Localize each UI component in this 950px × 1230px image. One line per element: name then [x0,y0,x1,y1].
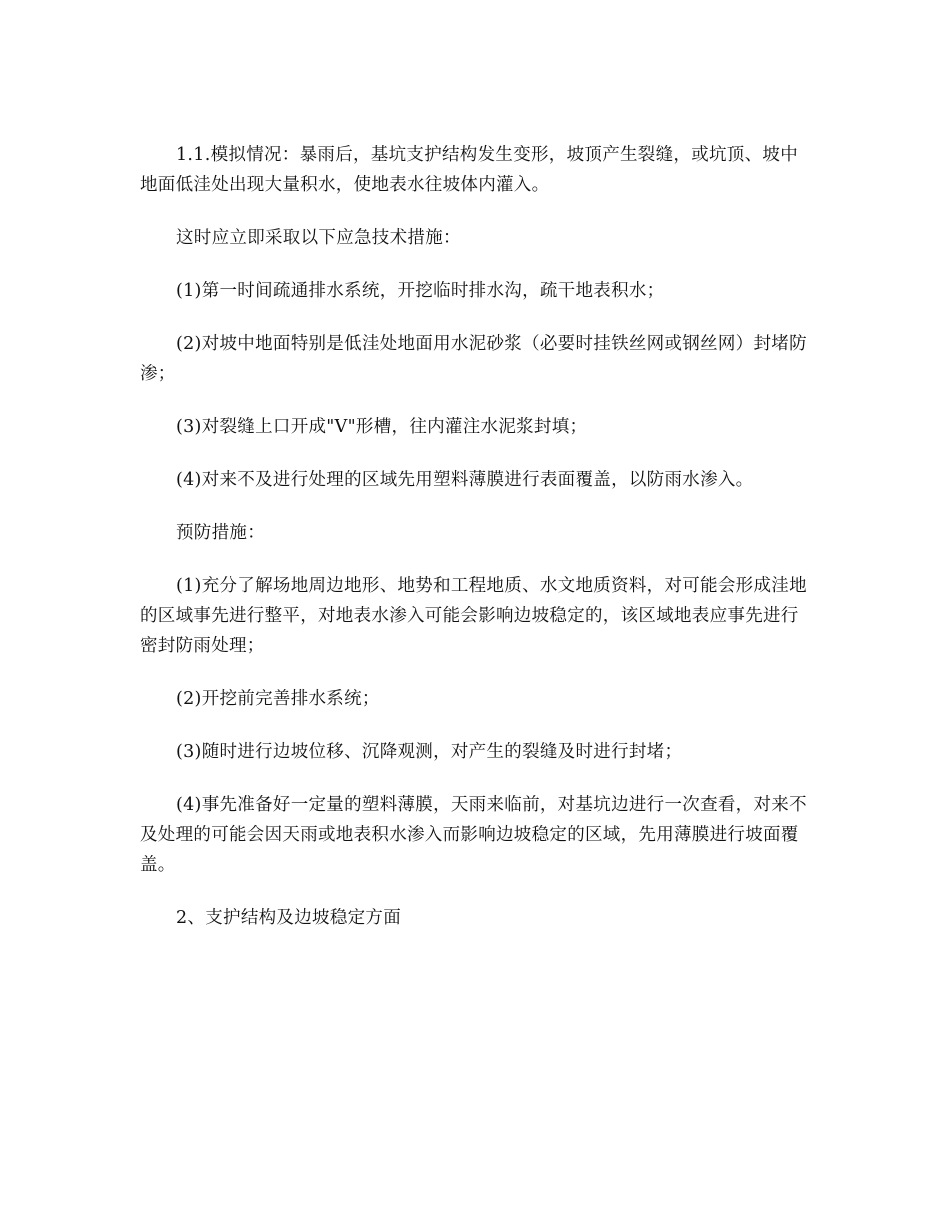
paragraph-emergency-step-3: (3)对裂缝上口开成"V"形槽，往内灌注水泥浆封填； [176,417,588,437]
paragraph-emergency-step-1: (1)第一时间疏通排水系统，开挖临时排水沟，疏干地表积水； [176,281,665,301]
document-body [140,140,815,956]
paragraph-prevention-step-4: (4)事先准备好一定量的塑料薄膜，天雨来临前，对基坑边进行一次查看，对来不及处理的可能会因天雨或地表积水渗入而影响边坡稳定的区域，先用薄膜进行坡面覆盖。 [140,795,807,875]
paragraph-emergency-intro: 这时应立即采取以下应急技术措施： [176,228,461,248]
paragraph-simulation-scenario: 1.1.模拟情况：暴雨后，基坑支护结构发生变形，坡顶产生裂缝，或坑顶、坡中地面低洼处出现大量积水，使地表水往坡体内灌入。 [140,145,798,195]
paragraph-prevention-step-1: (1)充分了解场地周边地形、地势和工程地质、水文地质资料，对可能会形成洼地的区域事先进行整平，对地表水渗入可能会影响边坡稳定的，该区域地表应事先进行密封防雨处理； [140,576,807,656]
paragraph-prevention-heading: 预防措施： [176,523,265,543]
paragraph-prevention-step-3: (3)随时进行边坡位移、沉降观测，对产生的裂缝及时进行封堵； [176,742,683,762]
paragraph-prevention-step-2: (2)开挖前完善排水系统； [176,689,380,709]
paragraph-emergency-step-2: (2)对坡中地面特别是低洼处地面用水泥砂浆（必要时挂铁丝网或钢丝网）封堵防渗； [140,334,807,384]
section-heading-support-structure: 2、支护结构及边坡稳定方面 [176,908,402,928]
paragraph-emergency-step-4: (4)对来不及进行处理的区域先用塑料薄膜进行表面覆盖，以防雨水渗入。 [176,470,754,490]
